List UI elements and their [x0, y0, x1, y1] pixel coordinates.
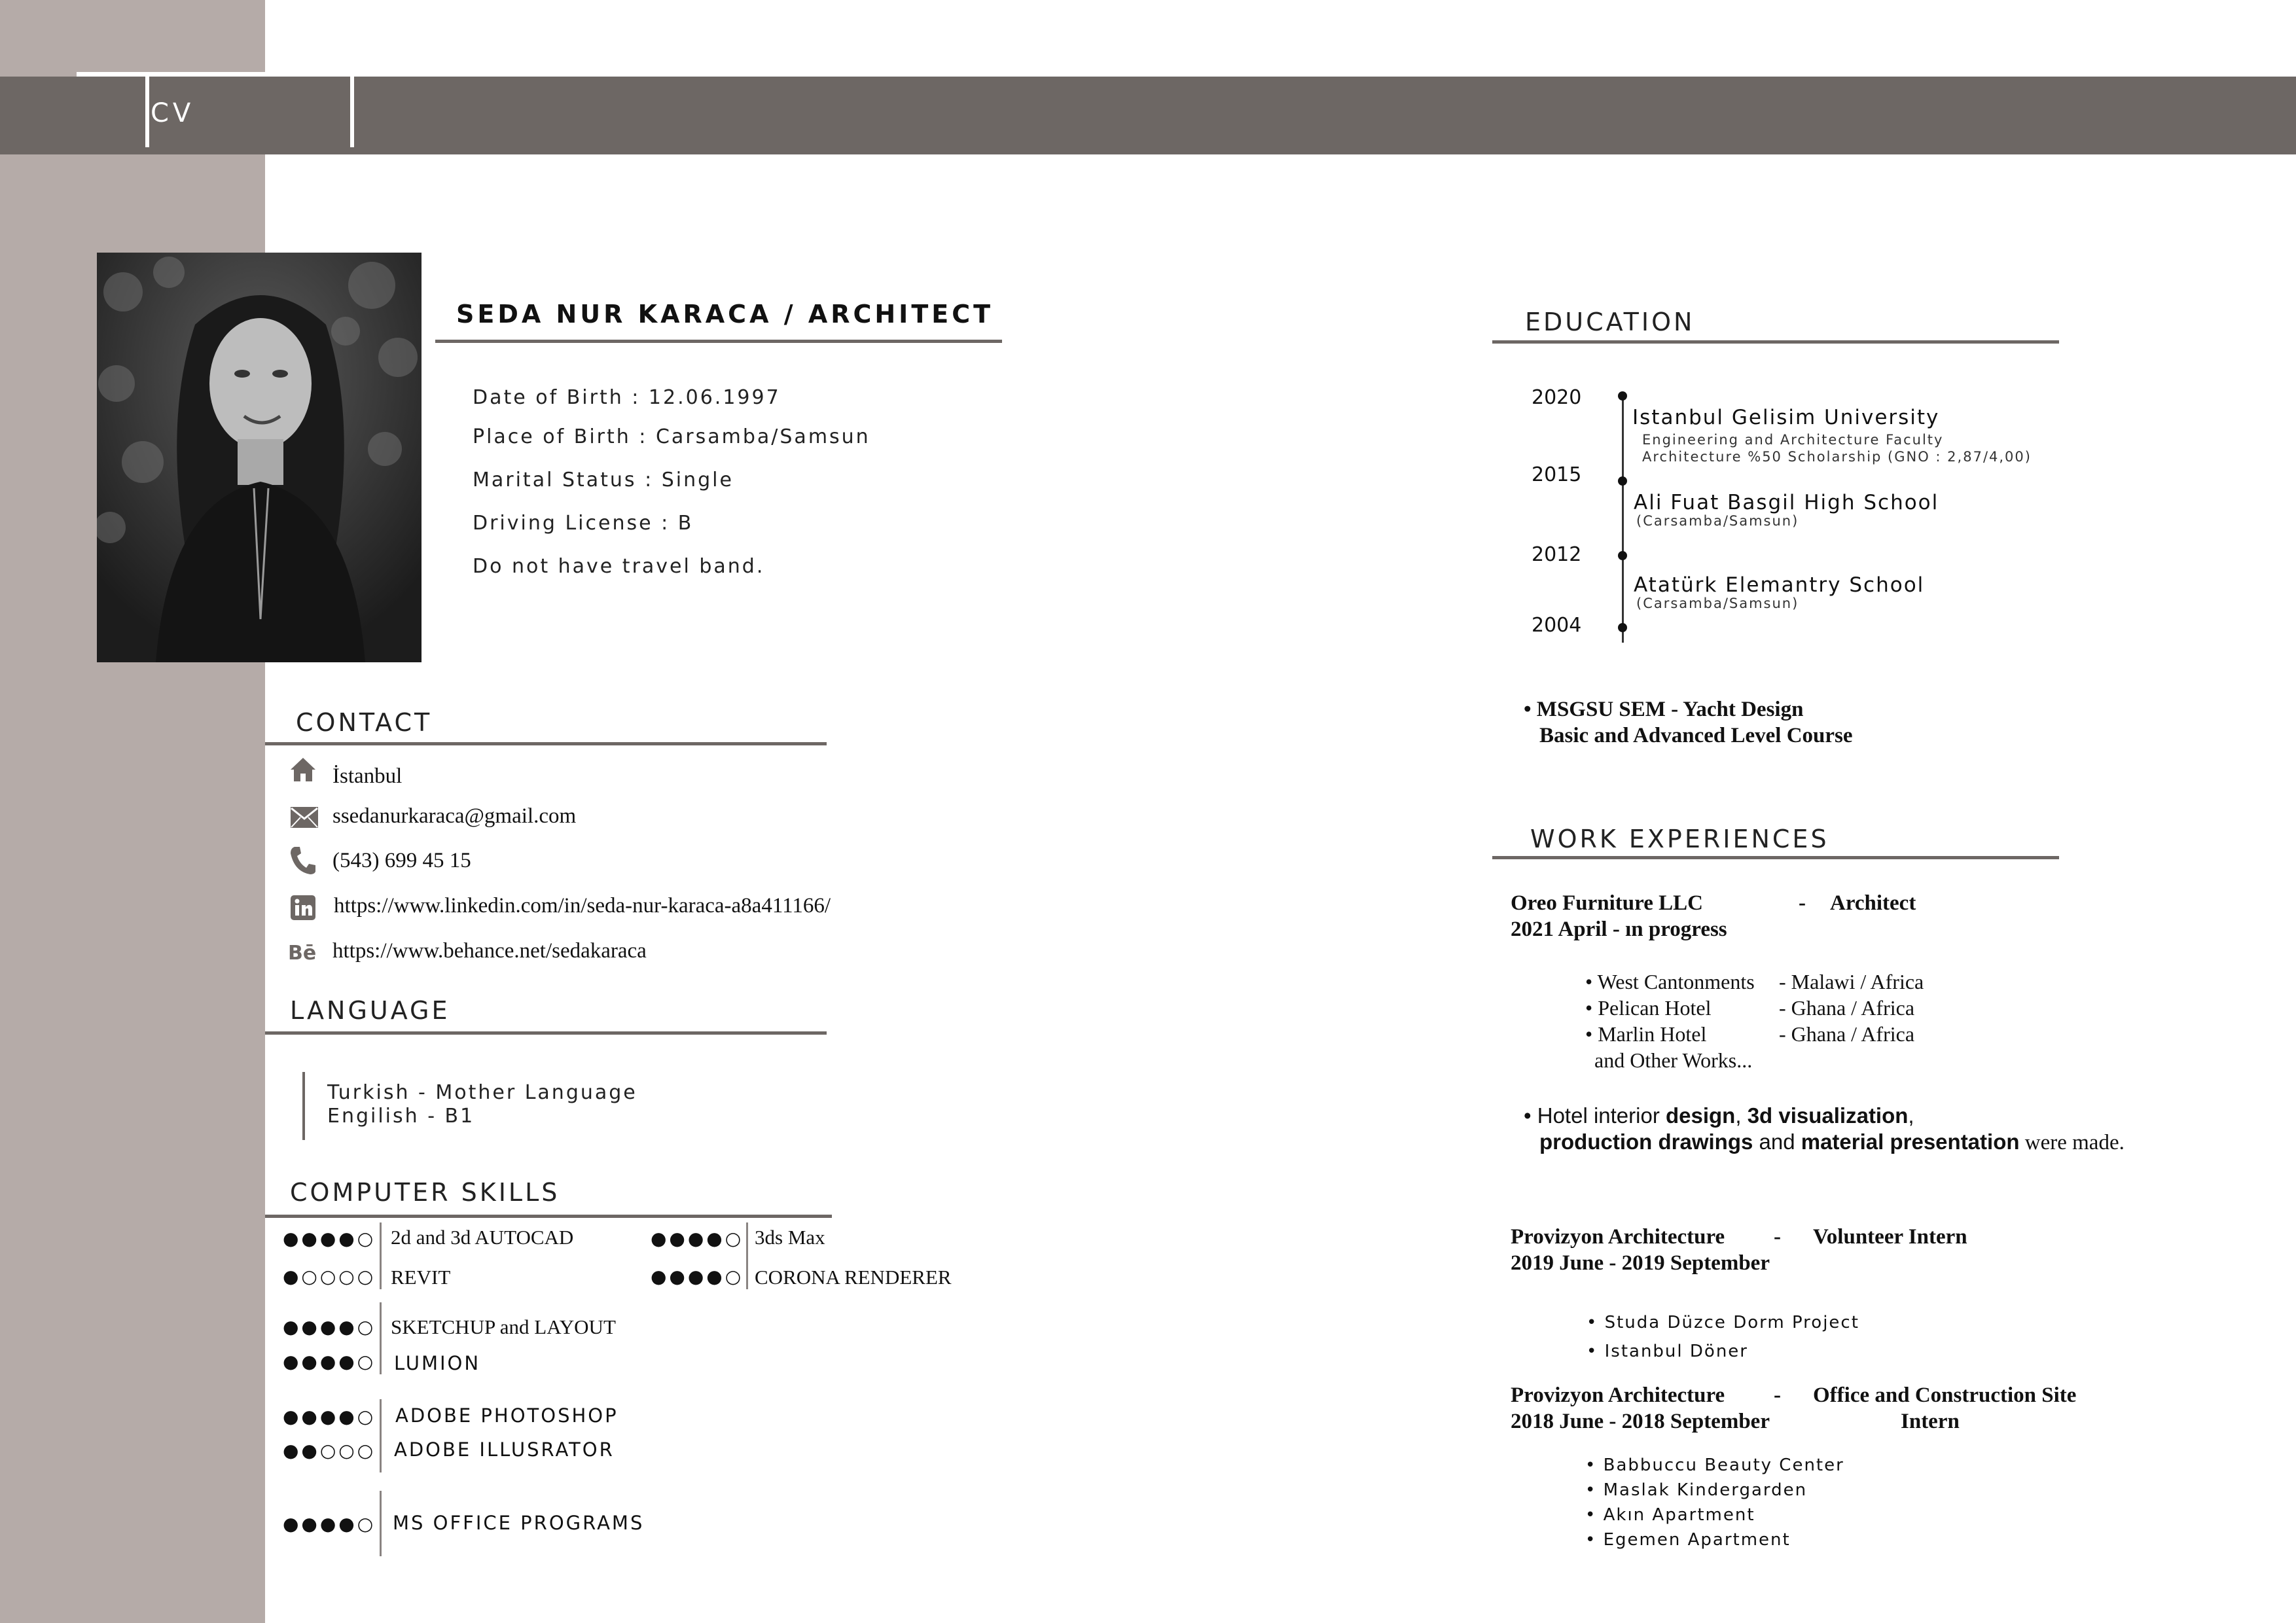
- skill-name: 2d and 3d AUTOCAD: [391, 1226, 574, 1249]
- header-top-gap-left: [0, 147, 77, 154]
- detail-travel: Do not have travel band.: [473, 555, 765, 578]
- skills-rule: [265, 1215, 832, 1218]
- project-name: • West Cantonments: [1585, 970, 1755, 993]
- summary-bold: 3d visualization: [1747, 1103, 1909, 1128]
- skills-heading: COMPUTER SKILLS: [290, 1178, 560, 1207]
- project-item: • Studa Düzce Dorm Project: [1587, 1313, 1859, 1332]
- timeline-dot: [1618, 476, 1627, 486]
- project-item-text: Studa Düzce Dorm Project: [1604, 1313, 1859, 1332]
- project-name-text: Marlin Hotel: [1598, 1022, 1707, 1046]
- language-heading: LANGUAGE: [290, 996, 450, 1025]
- phone-icon: [288, 846, 318, 876]
- skill-rating: ●●●●○: [283, 1351, 376, 1372]
- education-year: 2012: [1532, 543, 1582, 566]
- education-year: 2020: [1532, 386, 1582, 409]
- summary-text: Hotel interior: [1537, 1103, 1666, 1128]
- contact-city: İstanbul: [332, 764, 403, 788]
- work-rule: [1492, 856, 2059, 859]
- work-heading: WORK EXPERIENCES: [1530, 825, 1829, 853]
- education-timeline: [1622, 395, 1624, 643]
- job-role: Architect: [1830, 891, 1916, 915]
- course-subtitle: Basic and Advanced Level Course: [1539, 724, 1853, 747]
- project-item-text: Akın Apartment: [1603, 1505, 1755, 1525]
- language-bar: [302, 1072, 305, 1140]
- job-company: Oreo Furniture LLC: [1511, 891, 1703, 915]
- summary-bold: production drawings: [1539, 1130, 1753, 1154]
- skill-rating: ●●●●○: [283, 1513, 376, 1535]
- skill-name: REVIT: [391, 1266, 451, 1289]
- skill-name: CORONA RENDERER: [755, 1266, 952, 1289]
- education-school: Atatürk Elemantry School: [1634, 573, 1925, 597]
- education-faculty: Engineering and Architecture Faculty: [1642, 432, 1944, 448]
- other-works: and Other Works...: [1594, 1048, 1753, 1072]
- svg-text:Bē: Bē: [288, 942, 317, 963]
- education-school: Istanbul Gelisim University: [1632, 406, 1940, 429]
- education-location: (Carsamba/Samsun): [1636, 513, 1799, 529]
- education-rule: [1492, 340, 2059, 344]
- summary-text: ,: [1908, 1103, 1914, 1128]
- skill-name: ADOBE ILLUSRATOR: [394, 1438, 615, 1461]
- skill-rating: ●●●●○: [283, 1228, 376, 1249]
- project-item-text: Maslak Kindergarden: [1603, 1480, 1808, 1500]
- project-name: • Pelican Hotel: [1585, 996, 1712, 1020]
- detail-marital: Marital Status : Single: [473, 469, 734, 491]
- linkedin-icon: [288, 893, 318, 923]
- project-location: - Ghana / Africa: [1779, 996, 1915, 1020]
- mail-icon: [289, 802, 319, 832]
- name-rule: [435, 340, 1002, 343]
- tab-divider: [145, 77, 149, 147]
- contact-heading: CONTACT: [296, 708, 433, 737]
- skill-rating: ●●●●○: [283, 1406, 376, 1427]
- education-heading: EDUCATION: [1525, 308, 1695, 336]
- project-location: - Ghana / Africa: [1779, 1022, 1915, 1046]
- skill-rating: ●○○○○: [283, 1266, 376, 1287]
- contact-behance[interactable]: https://www.behance.net/sedakaraca: [332, 939, 647, 963]
- job-period: 2018 June - 2018 September: [1511, 1410, 1770, 1433]
- job-summary-line2: [1539, 1130, 2125, 1155]
- contact-linkedin[interactable]: https://www.linkedin.com/in/seda-nur-karaca-a8a411166/: [334, 894, 831, 918]
- timeline-dot: [1618, 623, 1627, 632]
- job-dash: -: [1774, 1225, 1781, 1249]
- job-dash: -: [1774, 1383, 1781, 1407]
- skills-divider: [380, 1302, 382, 1374]
- skill-rating: ●●●●○: [651, 1266, 744, 1287]
- project-item-text: Babbuccu Beauty Center: [1603, 1455, 1844, 1475]
- language-english: Engilish - B1: [327, 1105, 475, 1128]
- job-summary-line1: • Hotel interior design, 3d visualization,: [1524, 1103, 1914, 1128]
- name-title: SEDA NUR KARACA / ARCHITECT: [456, 300, 994, 329]
- contact-email[interactable]: ssedanurkaraca@gmail.com: [332, 804, 577, 828]
- job-period: 2021 April - ın progress: [1511, 918, 1727, 941]
- home-icon: [288, 754, 318, 784]
- job-role: Volunteer Intern: [1813, 1225, 1967, 1249]
- timeline-dot: [1618, 551, 1627, 560]
- job-company: Provizyon Architecture: [1511, 1225, 1725, 1249]
- job-role-line2: Intern: [1901, 1410, 1960, 1433]
- skill-name: MS OFFICE PROGRAMS: [393, 1512, 645, 1534]
- detail-license: Driving License : B: [473, 512, 694, 535]
- skills-divider: [746, 1222, 748, 1289]
- course-title: • MSGSU SEM - Yacht Design: [1524, 698, 1804, 721]
- summary-text: and: [1753, 1130, 1801, 1154]
- detail-birth-place: Place of Birth : Carsamba/Samsun: [473, 425, 870, 448]
- skills-divider: [380, 1399, 382, 1472]
- header-top-gap: [77, 72, 425, 77]
- skill-name: ADOBE PHOTOSHOP: [395, 1404, 619, 1427]
- job-company: Provizyon Architecture: [1511, 1383, 1725, 1407]
- tab-divider: [350, 77, 354, 147]
- education-year: 2004: [1532, 614, 1582, 637]
- project-item: • Babbuccu Beauty Center: [1585, 1455, 1844, 1475]
- project-name-text: West Cantonments: [1597, 970, 1755, 993]
- summary-bold: design: [1665, 1103, 1736, 1128]
- project-location: - Malawi / Africa: [1779, 970, 1924, 993]
- skill-name: 3ds Max: [755, 1226, 825, 1249]
- portrait-image: [97, 253, 422, 662]
- skill-rating: ●●○○○: [283, 1440, 376, 1461]
- skills-divider: [380, 1222, 382, 1289]
- project-item: • Maslak Kindergarden: [1585, 1480, 1808, 1500]
- education-location: (Carsamba/Samsun): [1636, 596, 1799, 611]
- cv-tab-label: CV: [151, 98, 195, 128]
- project-item: • Egemen Apartment: [1585, 1530, 1791, 1550]
- project-name-text: Pelican Hotel: [1598, 996, 1712, 1020]
- summary-bold: material presentation: [1801, 1130, 2020, 1154]
- timeline-dot: [1618, 391, 1627, 401]
- job-period: 2019 June - 2019 September: [1511, 1251, 1770, 1275]
- job-dash: -: [1799, 891, 1806, 915]
- left-sidebar: [0, 0, 265, 1623]
- contact-rule: [265, 742, 827, 745]
- language-turkish: Turkish - Mother Language: [327, 1081, 637, 1104]
- summary-text: ,: [1735, 1103, 1748, 1128]
- language-rule: [265, 1031, 827, 1035]
- job-role: Office and Construction Site: [1813, 1383, 2077, 1407]
- skill-name: SKETCHUP and LAYOUT: [391, 1315, 616, 1338]
- project-name: • Marlin Hotel: [1585, 1022, 1707, 1046]
- education-school: Ali Fuat Basgil High School: [1634, 491, 1939, 514]
- skill-rating: ●●●●○: [283, 1316, 376, 1338]
- education-scholarship: Architecture %50 Scholarship (GNO : 2,87/4,00): [1642, 449, 2032, 465]
- education-year: 2015: [1532, 463, 1582, 486]
- skill-rating: ●●●●○: [651, 1228, 744, 1249]
- behance-icon: [288, 937, 318, 967]
- summary-text: were made.: [2019, 1131, 2125, 1154]
- skill-name: LUMION: [394, 1352, 481, 1374]
- profile-photo: [97, 253, 422, 662]
- project-item: • Istanbul Döner: [1587, 1342, 1748, 1361]
- project-item: • Akın Apartment: [1585, 1505, 1755, 1525]
- detail-birth-date: Date of Birth : 12.06.1997: [473, 386, 781, 409]
- project-item-text: Istanbul Döner: [1604, 1342, 1748, 1361]
- project-item-text: Egemen Apartment: [1603, 1530, 1791, 1550]
- skills-divider: [380, 1491, 382, 1556]
- contact-phone: (543) 699 45 15: [332, 849, 471, 872]
